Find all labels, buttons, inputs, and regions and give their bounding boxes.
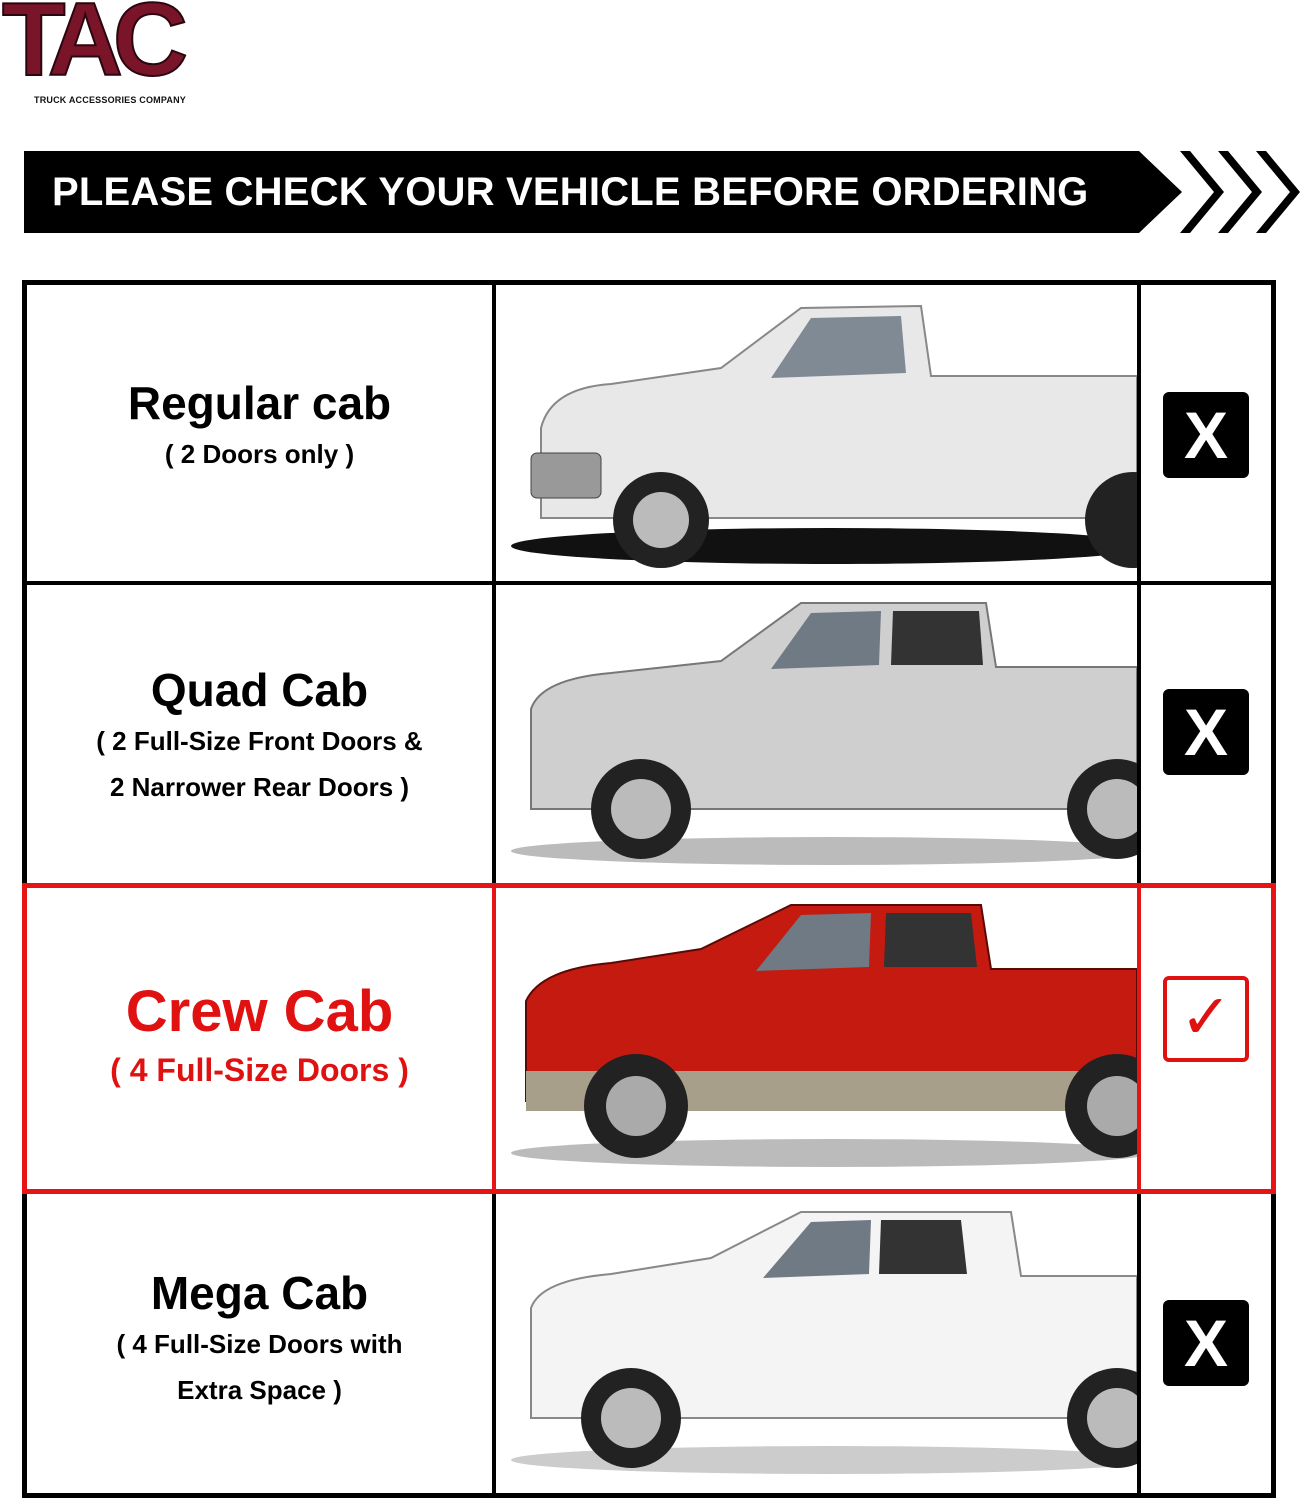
compatible-checkmark-icon: ✓ [1163, 976, 1249, 1062]
cab-description: ( 4 Full-Size Doors ) [110, 1051, 409, 1088]
highlight-frame [22, 883, 1276, 1194]
cab-label [27, 663, 492, 810]
not-compatible-x-icon: X [1163, 689, 1249, 775]
cab-comparison-table [22, 280, 1276, 1500]
truck-image-quad-cab [501, 589, 1137, 881]
cab-label [27, 376, 492, 477]
cab-label [27, 1266, 492, 1413]
notice-banner [24, 151, 1302, 233]
banner-text: PLEASE CHECK YOUR VEHICLE BEFORE ORDERING [52, 170, 1089, 214]
not-compatible-x-icon: X [1163, 392, 1249, 478]
highlight-divider [1137, 883, 1141, 1194]
cab-description-continued: Extra Space ) [177, 1375, 342, 1406]
chevron-right-icon [1256, 151, 1300, 233]
table-row-regular-cab [22, 280, 1276, 581]
cab-title: Quad Cab [150, 664, 369, 716]
cab-description: ( 4 Full-Size Doors with [116, 1329, 403, 1360]
table-row-mega-cab [22, 1194, 1276, 1494]
table-row-quad-cab [22, 585, 1276, 883]
brand-logo [2, 2, 207, 106]
cab-title: Regular cab [127, 377, 392, 429]
cab-description: ( 2 Doors only ) [164, 439, 355, 470]
cab-description-continued: 2 Narrower Rear Doors ) [109, 772, 410, 803]
logo-wordmark: TAC [2, 0, 179, 98]
chevron-right-icon [1180, 151, 1224, 233]
highlight-divider [492, 883, 496, 1194]
truck-image-regular-cab [501, 288, 1137, 578]
logo-subtitle: TRUCK ACCESSORIES COMPANY [34, 95, 187, 105]
truck-image-mega-cab [501, 1198, 1137, 1490]
cab-title: Mega Cab [150, 1267, 369, 1319]
not-compatible-x-icon: X [1163, 1300, 1249, 1386]
chevron-right-icon [1218, 151, 1262, 233]
cab-description: ( 2 Full-Size Front Doors & [96, 726, 423, 757]
cab-title: Crew Cab [125, 979, 394, 1044]
